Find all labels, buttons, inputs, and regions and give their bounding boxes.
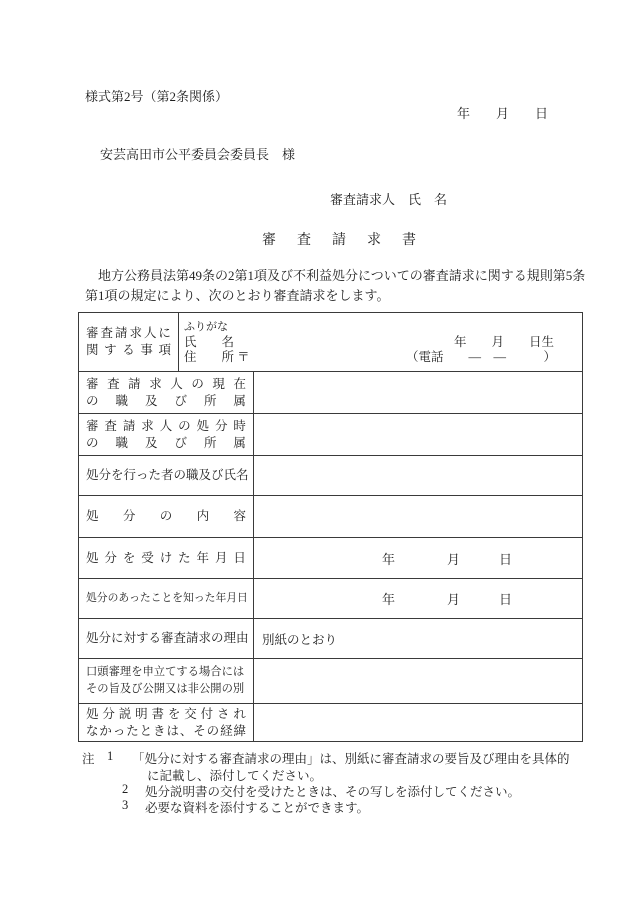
claimant-name-line: 審査請求人 氏 名 — [330, 192, 448, 207]
phone-label: （電話 ― ― ） — [406, 349, 557, 364]
row-label — [79, 704, 254, 741]
row-label — [79, 372, 254, 413]
note-text: に記載し、添付してください。 — [147, 769, 323, 783]
row-current-position — [79, 371, 582, 413]
row-value — [254, 659, 582, 703]
intro-paragraph — [85, 266, 590, 306]
row-value: 別紙のとおり — [262, 632, 338, 647]
row-claimant-info — [79, 313, 582, 371]
form-title: 審査請求書 — [262, 233, 437, 248]
label-line: 処 分 説 明 書 を 交 付 さ れ — [86, 706, 246, 721]
request-table — [78, 312, 583, 742]
note-text: 「処分に対する審査請求の理由」は、別紙に審査請求の要旨及び理由を具体的 — [132, 752, 570, 766]
intro-line-1: 地方公務員法第49条の2第1項及び不利益処分についての審査請求に関する規則第5条 — [85, 268, 586, 283]
row-value — [254, 414, 582, 455]
row-label — [79, 538, 254, 578]
row-disposer-name — [79, 455, 582, 495]
row-value: 年 月 日 — [382, 551, 513, 567]
label-line: な か っ た と き は 、 そ の 経 緯 — [86, 723, 246, 738]
label-line: その旨及び公開又は非公開の別 — [86, 683, 245, 695]
label-line: 処分のあったことを知った年月日 — [86, 592, 248, 604]
row-label — [79, 456, 254, 495]
note-number: 1 — [107, 749, 114, 763]
row-value: 年 月 日 — [382, 592, 513, 607]
row-value — [254, 456, 582, 495]
address-line — [184, 350, 582, 365]
row-no-explanation-document — [79, 703, 582, 741]
name-label: 氏 名 — [184, 334, 235, 349]
header-date-line: 年 月 日 — [457, 106, 549, 121]
label-line: 審 査 請 求 人 の 現 在 — [86, 376, 246, 391]
name-line — [184, 335, 582, 350]
label-line: 処分を行った者の職及び氏名 — [86, 468, 249, 482]
row-value — [179, 313, 582, 371]
note-text: 必要な資料を添付することができます。 — [145, 801, 370, 815]
label-line: の 職 及 び 所 属 — [86, 435, 246, 450]
label-line: 関 す る 事 項 — [86, 343, 171, 357]
row-position-at-disposition — [79, 413, 582, 455]
label-line: 処分に対する審査請求の理由 — [86, 631, 249, 645]
note-number: 3 — [122, 798, 129, 812]
row-disposition-content — [79, 495, 582, 537]
row-value — [254, 496, 582, 537]
address-label: 住 所 〒 — [184, 349, 250, 364]
label-line: 審 査 請 求 人 の 処 分 時 — [86, 418, 246, 433]
label-line: 口頭審理を申立てする場合には — [86, 666, 245, 678]
birthdate-label: 年 月 日生 — [454, 334, 555, 349]
furigana-label: ふりがな — [184, 320, 228, 333]
row-label — [79, 414, 254, 455]
row-review-reason — [79, 618, 582, 658]
label-line: 審 査 請 求 人 に — [86, 326, 171, 340]
row-label — [79, 313, 179, 371]
intro-line-2: 第1項の規定により、次のとおり審査請求をします。 — [85, 288, 390, 303]
form-number: 様式第2号（第2条関係） — [85, 89, 229, 104]
row-label — [79, 579, 254, 618]
label-line: 処 分 を 受 け た 年 月 日 — [86, 550, 246, 565]
row-oral-hearing — [79, 658, 582, 703]
row-value — [254, 372, 582, 413]
label-line: 処 分 の 内 容 — [86, 509, 246, 523]
addressee-line: 安芸高田市公平委員会委員長 様 — [100, 147, 296, 162]
label-line: の 職 及 び 所 属 — [86, 393, 246, 408]
row-disposition-date — [79, 537, 582, 578]
row-value — [254, 704, 582, 741]
row-knowledge-date — [79, 578, 582, 618]
note-text: 処分説明書の交付を受けたときは、その写しを添付してください。 — [145, 785, 521, 799]
row-label — [79, 619, 254, 658]
row-label — [79, 659, 254, 703]
row-label — [79, 496, 254, 537]
note-marker: 注 — [82, 752, 95, 766]
note-number: 2 — [122, 782, 129, 796]
